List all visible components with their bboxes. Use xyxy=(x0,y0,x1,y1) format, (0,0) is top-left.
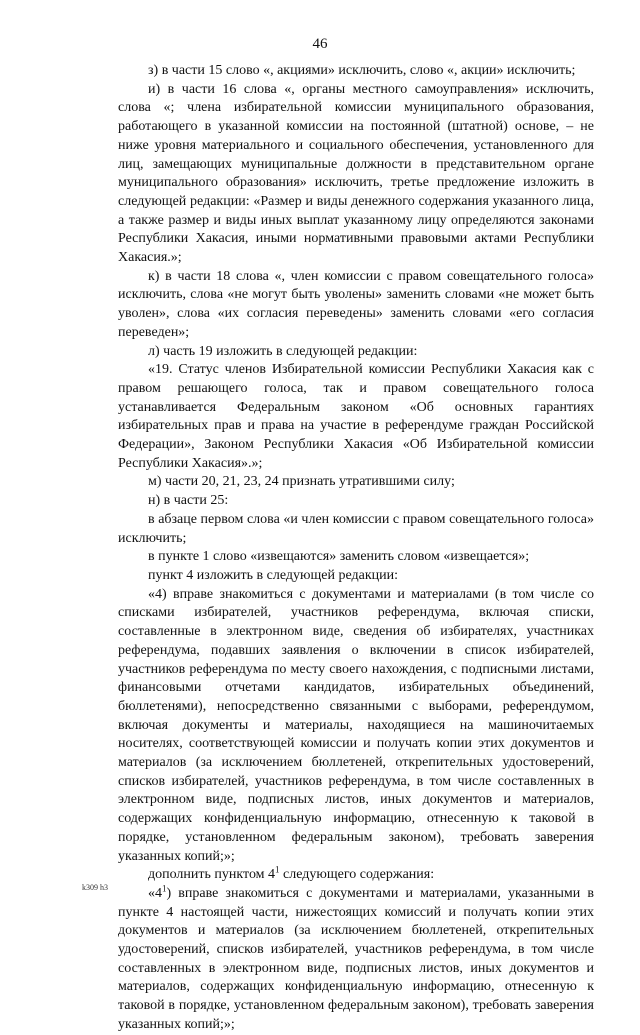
paragraph-i: и) в части 16 слова «, органы местного самоуправления» исключить, слова «; члена избирательной комиссии муниципального образования, работающего в указанной комиссии на постоянной (штатной) основе, – не ниже уровня материального и социального обеспечения, установленного для лиц, замещающих муниципальные должности в представительном органе муниципального образования» исключить, третье предложение изложить в следующей редакции: «Размер и виды денежного содержания указанного лица, а также размер и виды иных выплат указанному лицу определяются законами Республики Хакасия, иными нормативными правовыми актами Республики Хакасия.»; xyxy=(118,81,594,266)
paragraph-punkt-4-1-text xyxy=(118,885,594,1035)
paragraph-abzac-first: в абзаце первом слова «и член комиссии с правом совещательного голоса» исключить; xyxy=(118,511,594,546)
paragraph-part-19: «19. Статус членов Избирательной комиссии Республики Хакасия как с правом решающего голоса, так и правом совещательного голоса устанавливается Федеральным законом «Об основных гарантиях избирательных прав и права на участие в референдуме граждан Российской Федерации», Законом Республики Хакасия «Об Избирательной комиссии Республики Хакасия».»; xyxy=(118,362,594,471)
document-body xyxy=(118,62,594,1035)
footer-document-code: k309 h3 xyxy=(82,883,108,892)
paragraph-k: к) в части 18 слова «, член комиссии с правом совещательного голоса» исключить, слова «не могут быть уволены» заменить словами «не может быть уволен», слова «их согласия переведены» заменить словами «его согласия переведен»; xyxy=(118,268,594,340)
paragraph-m: м) части 20, 21, 23, 24 признать утратившими силу; xyxy=(148,474,455,490)
superscript-1-second: 1 xyxy=(162,883,167,894)
paragraph-punkt-4-intro: пункт 4 изложить в следующей редакции: xyxy=(148,567,398,583)
page-number: 46 xyxy=(312,36,328,52)
paragraph-add-punkt-4-1 xyxy=(118,866,594,885)
superscript-1: 1 xyxy=(275,864,280,875)
paragraph-z: з) в части 15 слово «, акциями» исключить, слово «, акции» исключить; xyxy=(148,63,576,78)
punkt-4-1-before: «4 xyxy=(148,885,162,901)
punkt-4-1-after: ) вправе знакомиться с документами и материалами, указанными в пункте 4 настоящей части, нижестоящих комиссий и получать копии этих документов и материалов (за исключением бюллетеней, открепительных удостоверений, списков избирателей, участников референдума, в том числе составленных в электронном виде, подписных листов, иных документов и материалов, содержащих конфиденциальную информацию, отнесенную к таковой в порядке, установленном федеральным законом), требовать заверения указанных копий;»; xyxy=(118,885,594,1032)
paragraph-punkt-1: в пункте 1 слово «извещаются» заменить словом «извещается»; xyxy=(148,549,530,565)
add-punkt-text-before: дополнить пунктом 4 xyxy=(148,867,276,883)
add-punkt-text-after: следующего содержания: xyxy=(279,867,435,883)
paragraph-punkt-4-text: «4) вправе знакомиться с документами и материалами (в том числе со списками избирателей, участников референдума, включая списки, составленные в электронном виде, сведения об избирателях, участниках референдума, подавших заявления о включении в список избирателей, участников референдума по месту своего нахождения, с подписными листами, финансовыми отчетами кандидатов, избирательных объединений, бюллетенями), непосредственно связанными с выборами, референдумом, включая документы и материалы, находящиеся на машиночитаемых носителях, соответствующей комиссии и получать копии этих документов и материалов (за исключением бюллетеней, открепительных удостоверений, списков избирателей, участников референдума, в том числе составленных в электронном виде, подписных листов, иных документов и материалов, содержащих конфиденциальную информацию, отнесенную к таковой в порядке, установленном федеральным законом), требовать заверения указанных копий;»; xyxy=(118,586,594,864)
paragraph-n: н) в части 25: xyxy=(148,493,229,509)
paragraph-l: л) часть 19 изложить в следующей редакции: xyxy=(148,343,418,359)
